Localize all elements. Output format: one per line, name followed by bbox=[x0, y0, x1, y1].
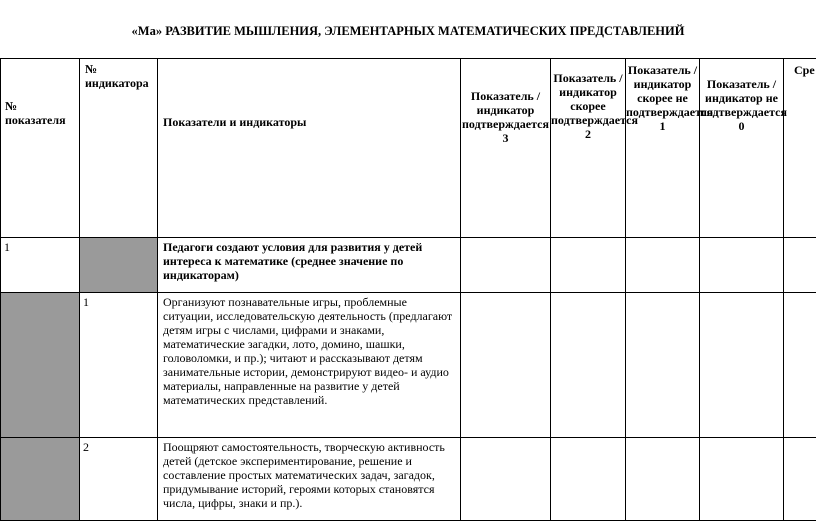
table-row bbox=[1, 238, 816, 293]
score-cell bbox=[626, 238, 700, 293]
gray-cell bbox=[1, 438, 80, 521]
score-cell bbox=[784, 438, 816, 521]
gray-cell bbox=[1, 293, 80, 438]
table-header-row bbox=[1, 59, 816, 238]
indicator-table bbox=[0, 58, 816, 521]
score-cell bbox=[551, 238, 626, 293]
header-score-1: Показатель /индикатор скорее не подтверждается 1 bbox=[626, 59, 700, 238]
score-cell bbox=[784, 293, 816, 438]
header-indicator: № индикатора bbox=[80, 59, 158, 238]
header-score-0: Показатель /индикатор не подтверждается 0 bbox=[700, 59, 784, 238]
row-number: 1 bbox=[1, 238, 80, 293]
score-cell bbox=[461, 238, 551, 293]
header-average: Сре bbox=[784, 59, 816, 238]
row-indicator: 2 bbox=[80, 438, 158, 521]
score-cell bbox=[700, 238, 784, 293]
header-score-2: Показатель /индикатор скорее подтверждается 2 bbox=[551, 59, 626, 238]
score-cell bbox=[784, 238, 816, 293]
header-score-3: Показатель /индикатор подтверждается 3 bbox=[461, 59, 551, 238]
row-text: Поощряют самостоятельность, творческую активность детей (детское экспериментирование, решение и составление простых математических задач, загадок, придумывание историй, героями которых становятся числа, цифры, знаки и пр.). bbox=[158, 438, 461, 521]
row-indicator: 1 bbox=[80, 293, 158, 438]
score-cell bbox=[700, 438, 784, 521]
page-title: «Ма» РАЗВИТИЕ МЫШЛЕНИЯ, ЭЛЕМЕНТАРНЫХ МАТЕМАТИЧЕСКИХ ПРЕДСТАВЛЕНИЙ bbox=[0, 24, 816, 39]
score-cell bbox=[551, 293, 626, 438]
score-cell bbox=[626, 293, 700, 438]
score-cell bbox=[461, 438, 551, 521]
score-cell bbox=[551, 438, 626, 521]
table-row bbox=[1, 293, 816, 438]
score-cell bbox=[626, 438, 700, 521]
row-text: Педагоги создают условия для развития у детей интереса к математике (среднее значение по индикаторам) bbox=[158, 238, 461, 293]
header-number: № показателя bbox=[1, 59, 80, 238]
score-cell bbox=[700, 293, 784, 438]
gray-cell bbox=[80, 238, 158, 293]
table-row bbox=[1, 438, 816, 521]
header-main: Показатели и индикаторы bbox=[158, 59, 461, 238]
row-text: Организуют познавательные игры, проблемные ситуации, исследовательскую деятельность (предлагают детям игры с числами, цифрами и знаками, математические загадки, лото, домино, шашки, головоломки, и пр.); читают и рассказывают детям занимательные истории, демонстрируют видео- и аудио материалы, направленные на развитие у детей математических представлений. bbox=[158, 293, 461, 438]
score-cell bbox=[461, 293, 551, 438]
